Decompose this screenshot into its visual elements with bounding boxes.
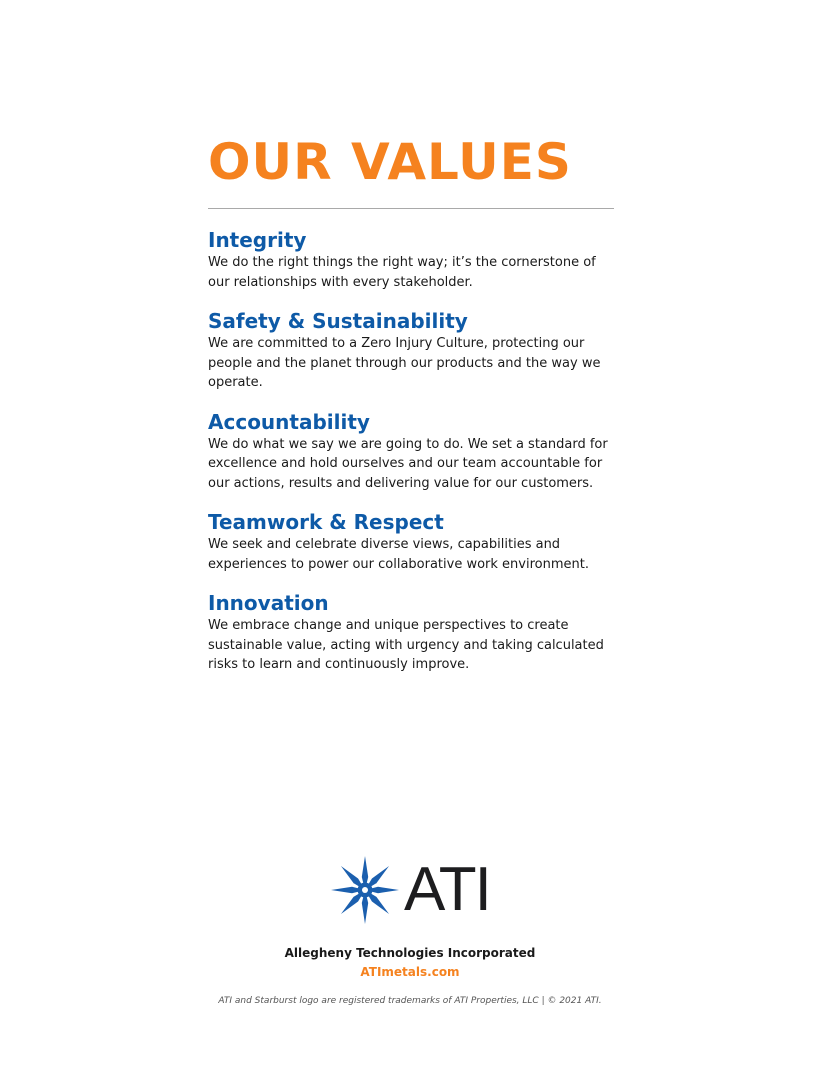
value-description: We do what we say we are going to do. We set a standard for excellence and hold ourselves and our team accountable for our actions, results and delivering value for our customers. <box>208 436 608 491</box>
value-item-safety-sustainability <box>208 309 614 393</box>
value-item-innovation <box>208 591 614 675</box>
title-divider <box>208 208 614 209</box>
value-title: Accountability <box>208 409 370 434</box>
value-description: We are committed to a Zero Injury Culture, protecting our people and the planet through our products and the way we operate. <box>208 336 601 390</box>
value-title: Integrity <box>208 228 307 252</box>
values-list <box>208 228 614 675</box>
value-title: Innovation <box>208 591 329 615</box>
value-item-teamwork-respect <box>208 510 614 574</box>
legal-notice: ATI and Starburst logo are registered trademarks of ATI Properties, LLC | © 2021 ATI. <box>218 996 602 1006</box>
value-item-accountability <box>208 410 614 494</box>
company-name: Allegheny Technologies Incorporated <box>284 946 536 960</box>
value-description: We seek and celebrate diverse views, capabilities and experiences to power our collaborative work environment. <box>208 537 589 572</box>
value-description: We do the right things the right way; it’s the cornerstone of our relationships with every stakeholder. <box>208 255 596 290</box>
starburst-icon <box>330 855 400 925</box>
ati-logo <box>330 855 490 925</box>
value-item-integrity <box>208 228 614 292</box>
value-title: Safety & Sustainability <box>208 309 468 333</box>
value-title: Teamwork & Respect <box>208 510 444 534</box>
values-section <box>208 130 614 692</box>
page-title: OUR VALUES <box>208 133 572 191</box>
logo-wordmark: ATI <box>404 855 490 924</box>
website-link[interactable]: ATImetals.com <box>360 965 460 979</box>
value-description: We embrace change and unique perspectives to create sustainable value, acting with urgency and taking calculated risks to learn and continuously improve. <box>208 618 604 672</box>
